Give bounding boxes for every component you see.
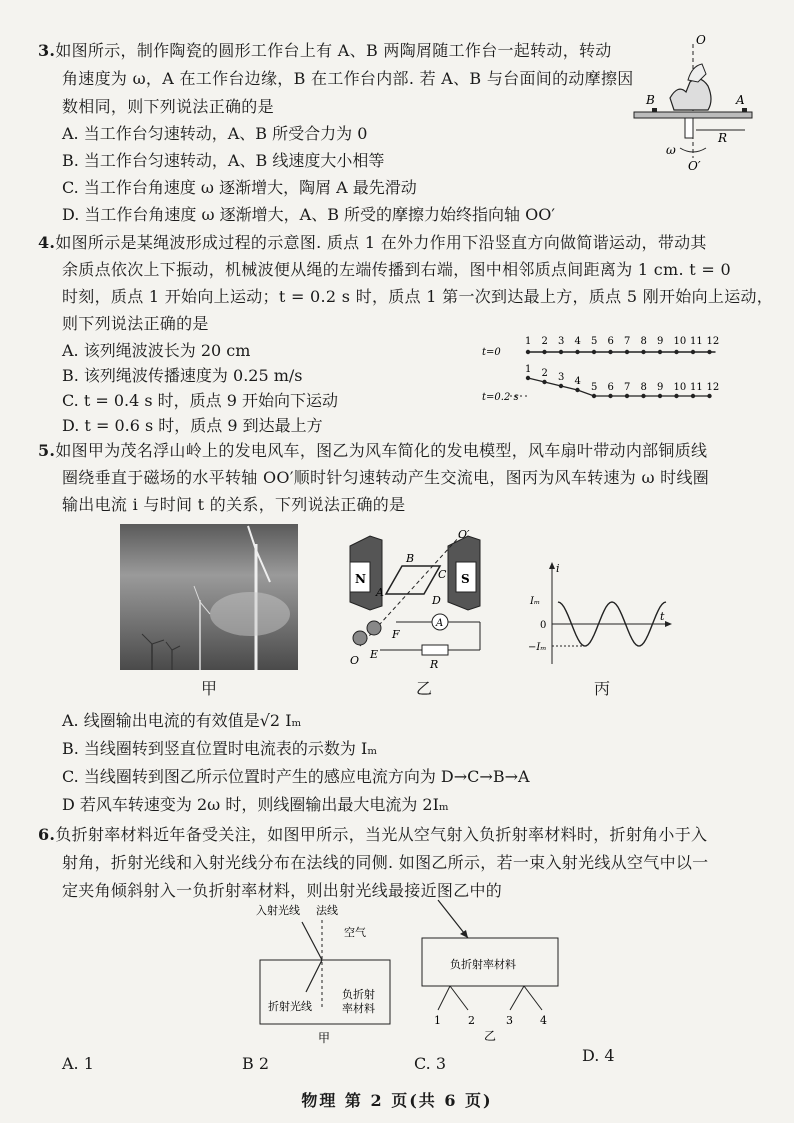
axis-label-o: O (696, 33, 706, 47)
label-r2: R (430, 658, 439, 671)
q5-option-d: D 若风车转速变为 2ω 时，则线圈输出最大电流为 2Iₘ (62, 795, 449, 814)
zero-label: 0 (540, 620, 547, 631)
q4-option-d: D. t = 0.6 s 时，质点 9 到达最上方 (62, 416, 323, 435)
page-footer: 物理 第 2 页(共 6 页) (301, 1091, 493, 1110)
label-o-prime-2: O′ (458, 528, 470, 541)
rope-point-label-t02: 11 (690, 382, 703, 393)
q4-text-1: 如图所示是某绳波形成过程的示意图. 质点 1 在外力作用下沿竖直方向做简谐运动，带动其 (55, 233, 707, 252)
ray-4 (524, 986, 542, 1010)
q5-option-a: A. 线圈输出电流的有效值是√2 Iₘ (62, 711, 302, 730)
q6-option-b: B 2 (242, 1054, 270, 1073)
q4-line-4: 则下列说法正确的是 (62, 314, 209, 333)
rope-point-label-t0: 10 (673, 336, 687, 347)
q6-text-1: 负折射率材料近年备受关注，如图甲所示，当光从空气射入负折射率材料时，折射角小于入 (55, 825, 708, 844)
incident-ray (302, 922, 322, 960)
q6-number: 6. (38, 825, 56, 844)
slip-ring-2 (367, 621, 381, 635)
resistor-icon (422, 645, 448, 655)
rope-point-label-t0: 9 (657, 336, 664, 347)
label-d2: D (432, 594, 441, 607)
label-omega: ω (666, 143, 676, 157)
rope-point-label-t02: 6 (607, 382, 614, 393)
q4-option-a: A. 该列绳波波长为 20 cm (62, 341, 251, 360)
turntable-disk (634, 112, 752, 118)
q5-text-1: 如图甲为茂名浮山岭上的发电风车，图乙为风车简化的发电模型，风车扇叶带动内部铜质线 (55, 441, 708, 460)
q4-number: 4. (38, 233, 56, 252)
refracted-ray (306, 960, 322, 992)
air-label: 空气 (344, 926, 366, 939)
rope-point-label-t02: 4 (574, 376, 581, 387)
ray-label-2: 2 (468, 1014, 475, 1027)
label-a: A (736, 93, 745, 107)
q3-text-1: 如图所示，制作陶瓷的圆形工作台上有 A、B 两陶屑随工作台一起转动，转动 (55, 41, 612, 60)
q5-line-3: 输出电流 i 与时间 t 的关系，下列说法正确的是 (62, 495, 406, 514)
row2-label: t=0.2 s (482, 392, 519, 403)
row-t0 (525, 336, 719, 354)
label-o-2: O (350, 654, 360, 667)
q3-line-2: 角速度为 ω，A 在工作台边缘，B 在工作台内部. 若 A、B 与台面间的动摩擦因 (62, 69, 634, 88)
rope-point-label-t0: 5 (591, 336, 598, 347)
q3-option-d: D. 当工作台角速度 ω 逐渐增大，A、B 所受的摩擦力始终指向轴 OO′ (62, 205, 556, 224)
particle-b (652, 108, 657, 112)
rope-point-label-t02: 12 (706, 382, 720, 393)
rope-point-label-t0: 7 (624, 336, 631, 347)
q6-line-3: 定夹角倾斜射入一负折射率材料，则出射光线最接近图乙中的 (62, 881, 503, 900)
im-label: Iₘ (530, 596, 541, 607)
rope-point-label-t02: 10 (673, 382, 687, 393)
q3-line-3: 数相同，则下列说法正确的是 (62, 97, 274, 116)
wind-turbine-image (120, 524, 298, 670)
q3-option-c: C. 当工作台角速度 ω 逐渐增大，陶屑 A 最先滑动 (62, 178, 417, 197)
rope-point-label-t02: 1 (525, 364, 532, 375)
label-e: E (370, 648, 379, 661)
current-time-graph (528, 560, 678, 670)
rope-point-t0 (674, 350, 678, 354)
negative-refraction-figure-jia (250, 900, 400, 1050)
rope-point-label-t0: 1 (525, 336, 532, 347)
rope-point-label-t02: 3 (558, 372, 565, 383)
normal-label: 法线 (316, 904, 338, 917)
q3-turntable-figure (630, 30, 760, 170)
rope-point-t0 (691, 350, 695, 354)
label-f: F (392, 628, 400, 641)
rope-point-t0 (559, 350, 563, 354)
rope-point-t0 (608, 350, 612, 354)
ray-2 (450, 986, 468, 1010)
label-b2: B (406, 552, 415, 565)
t-axis-label: t (660, 610, 665, 623)
fig-caption-bing: 丙 (594, 679, 611, 698)
q5-line-1 (38, 438, 707, 461)
rope-point-label-t02: 2 (541, 368, 548, 379)
wind-turbine-photo (120, 524, 298, 670)
slip-ring-1 (353, 631, 367, 645)
neg-im-label: −Iₘ (528, 642, 547, 653)
rope-point-label-t02: 8 (640, 382, 647, 393)
refracted-ray-label: 折射光线 (268, 1000, 312, 1013)
label-n: N (355, 572, 366, 586)
q3-number: 3. (38, 41, 56, 60)
material-label-1: 负折射 (342, 988, 375, 1001)
row-t02 (510, 364, 719, 398)
rope-point-t0 (542, 350, 546, 354)
q4-line-1 (38, 230, 707, 253)
rope-point-label-t0: 8 (640, 336, 647, 347)
label-c2: C (438, 568, 447, 581)
pottery-bowl-icon (670, 79, 711, 110)
rope-point-label-t0: 11 (690, 336, 703, 347)
rope-point-t0 (641, 350, 645, 354)
caption-jia: 甲 (318, 1031, 331, 1045)
q6-option-c: C. 3 (414, 1054, 447, 1073)
rope-point-label-t0: 6 (607, 336, 614, 347)
q5-option-c: C. 当线圈转到图乙所示位置时产生的感应电流方向为 D→C→B→A (62, 767, 530, 786)
fig-caption-jia: 甲 (201, 679, 218, 698)
rope-point-t0 (707, 350, 711, 354)
q6-option-a: A. 1 (62, 1054, 94, 1073)
rope-point-t0 (658, 350, 662, 354)
rope-point-label-t0: 4 (574, 336, 581, 347)
ray-label-3: 3 (506, 1014, 513, 1027)
negative-refraction-figure-yi (410, 894, 570, 1044)
fig-caption-yi: 乙 (416, 679, 433, 698)
rope-point-t0 (592, 350, 596, 354)
q4-option-b: B. 该列绳波传播速度为 0.25 m/s (62, 366, 303, 385)
label-s: S (461, 572, 470, 586)
q3-option-b: B. 当工作台匀速转动，A、B 线速度大小相等 (62, 151, 385, 170)
generator-model-figure (340, 526, 500, 672)
q5-line-2: 圈绕垂直于磁场的水平转轴 OO′顺时针匀速转动产生交流电，图丙为风车转速为 ω 时线圈 (62, 468, 710, 487)
ray-1 (438, 986, 450, 1010)
q3-option-a: A. 当工作台匀速转动，A、B 所受合力为 0 (62, 124, 368, 143)
ray-label-4: 4 (540, 1014, 547, 1027)
rope-point-label-t0: 2 (541, 336, 548, 347)
rope-point-label-t02: 9 (657, 382, 664, 393)
q4-option-c: C. t = 0.4 s 时，质点 9 开始向下运动 (62, 391, 339, 410)
q6-line-2: 射角，折射光线和入射光线分布在法线的同侧. 如图乙所示，若一束入射光线从空气中以一 (62, 853, 709, 872)
rope-point-label-t02: 7 (624, 382, 631, 393)
rope-point-t0 (625, 350, 629, 354)
q6-option-d: D. 4 (582, 1046, 615, 1065)
ray-label-1: 1 (434, 1014, 441, 1027)
q4-line-2: 余质点依次上下振动，机械波便从绳的左端传播到右端，图中相邻质点间距离为 1 cm. t = 0 (62, 260, 731, 279)
row1-label: t=0 (482, 347, 501, 358)
rope-point-label-t02: 5 (591, 382, 598, 393)
rope-point-t0 (575, 350, 579, 354)
ray-3 (510, 986, 524, 1010)
q6-line-1 (38, 822, 707, 845)
material-label-yi: 负折射率材料 (450, 958, 516, 971)
q3-line-1 (38, 38, 612, 61)
particle-a (742, 108, 747, 112)
q5-number: 5. (38, 441, 56, 460)
label-r: R (718, 131, 728, 145)
caption-yi: 乙 (484, 1029, 497, 1043)
q4-rope-wave-figure (480, 334, 730, 416)
ammeter-label: A (436, 618, 444, 629)
rope-point-label-t0: 3 (558, 336, 565, 347)
rope-point-t0 (526, 350, 530, 354)
coil (386, 566, 440, 594)
label-b: B (646, 93, 655, 107)
i-axis-label: i (556, 562, 560, 575)
hand-icon (688, 64, 706, 82)
q4-line-3: 时刻，质点 1 开始向上运动；t = 0.2 s 时，质点 1 第一次到达最上方，质点 5 刚开始向上运动， (62, 287, 774, 306)
incident-ray-label: 入射光线 (256, 904, 300, 917)
q5-option-b: B. 当线圈转到竖直位置时电流表的示数为 Iₘ (62, 739, 378, 758)
axis-label-o-prime: O′ (688, 159, 701, 170)
rope-point-label-t0: 12 (706, 336, 720, 347)
spindle (685, 118, 693, 138)
material-label-2: 率材料 (342, 1002, 375, 1015)
label-a2: A (376, 586, 384, 599)
